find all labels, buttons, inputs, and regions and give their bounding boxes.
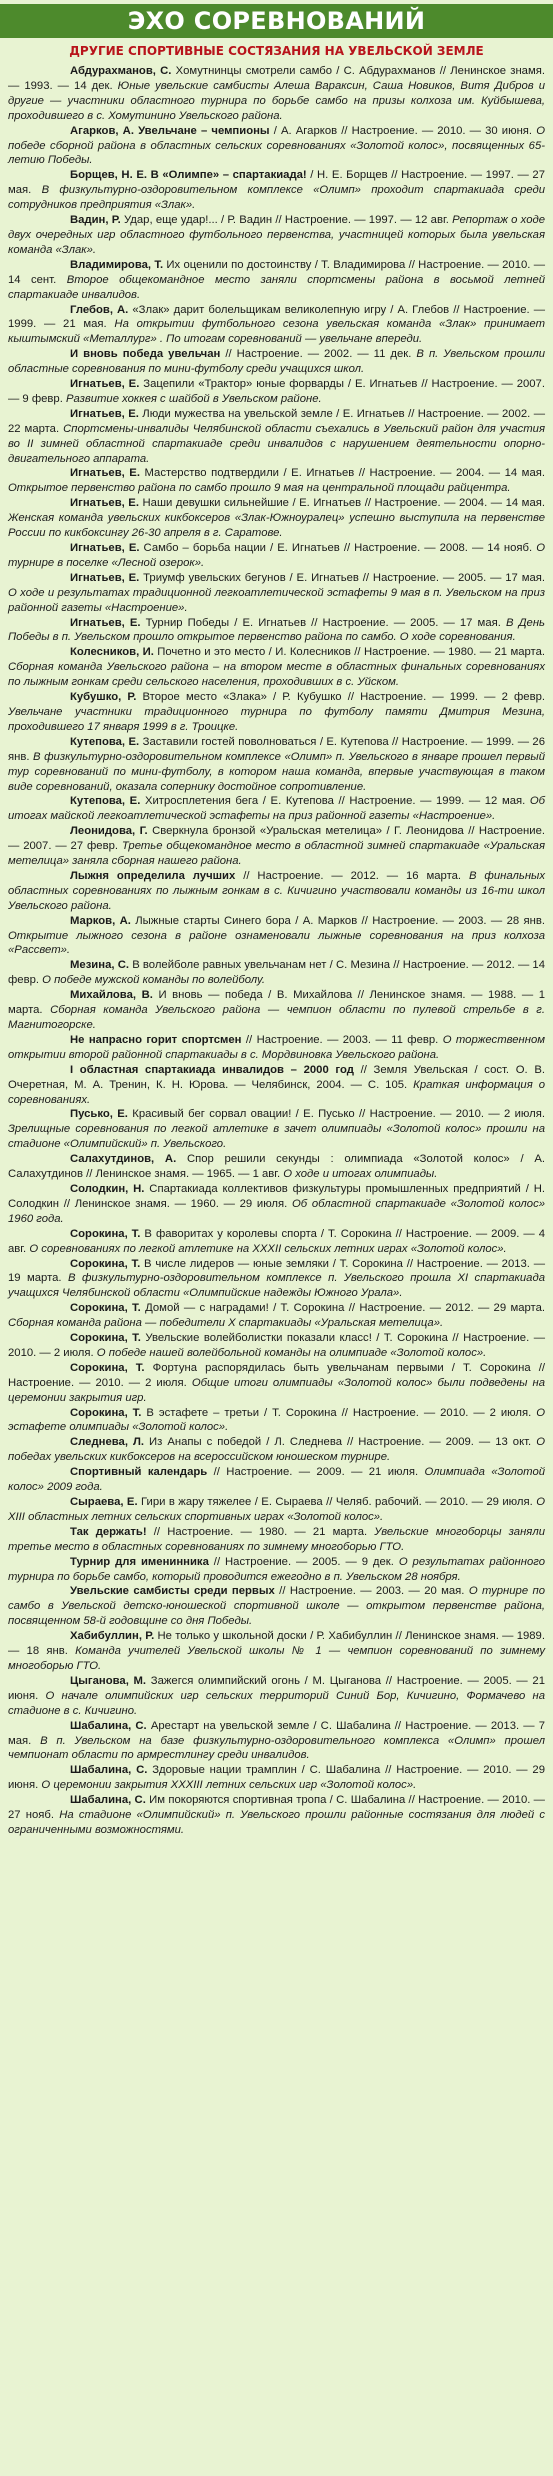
entry-author: Шабалина, С. bbox=[70, 1794, 146, 1807]
entry-source: Сверкнула бронзой «Уральская метелица» / Г. Леонидова // Настроение. — 2007. — 27 февр. bbox=[8, 825, 545, 853]
entry-annotation: Общие итоги олимпиады «Золотой колос» были подведены на церемонии закрытия игр. bbox=[8, 1376, 545, 1404]
entry-annotation: Сборная команда Увельского района – на втором месте в областных финальных соревнованиях по лыжным гонкам среди сельского населения, проходивших в с. Уйском. bbox=[8, 661, 545, 689]
entry-annotation: Об итогах майской легкоатлетической эстафеты на приз районной газеты «Настроение». bbox=[8, 795, 546, 823]
entry-source: Арестарт на увельской земле / С. Шабалина // Настроение. — 2013. — 7 мая. bbox=[8, 1719, 545, 1747]
entry-annotation: О соревнованиях по легкой атлетике на XXXII сельских летних играх «Золотой колос». bbox=[29, 1242, 507, 1255]
entry-author: Марков, А. bbox=[70, 914, 131, 927]
entry-author: Турнир для именинника bbox=[70, 1555, 209, 1568]
entry-annotation: В п. Увельском на базе физкультурно-оздоровительного комплекса «Олимп» прошел чемпионат области по армрестлингу среди инвалидов. bbox=[8, 1734, 545, 1762]
entry-source: // Земля Увельская / сост. О. В. Очеретная, М. А. Тренин, К. Н. Юрова. — Челябинск, 2004. — С. 105. bbox=[8, 1063, 545, 1091]
bibliography-entry bbox=[8, 735, 545, 795]
bibliography-entry bbox=[8, 1257, 545, 1302]
entry-source: Заставили гостей поволноваться / Е. Кутепова // Настроение. — 1999. — 26 янв. bbox=[8, 735, 546, 763]
entry-source: Удар, еще удар!... / Р. Вадин // Настроение. — 1997. — 12 авг. bbox=[120, 214, 453, 227]
entry-source: Увельские волейболистки показали класс! / Т. Сорокина // Настроение. — 2010. — 2 июля. bbox=[8, 1332, 545, 1359]
entry-source: // Настроение. — 2005. — 9 дек. bbox=[208, 1555, 399, 1568]
bibliography-entry bbox=[8, 824, 545, 869]
entry-annotation: В физкультурно-оздоровительном комплексе «Олимп» п. Увельского в январе прошел первый тур соревнований по мини-футболу, в котором наша команда, впервые участвующая в таком виде соревнований, оказала сопернику достойное сопротивление. bbox=[8, 750, 545, 793]
entry-source: Домой — с наградами! / Т. Сорокина // Настроение. — 2012. — 29 марта. bbox=[140, 1302, 546, 1315]
entry-source: Спартакиада коллективов физкультуры промышленных предприятий / Н. Солодкин // Ленинское знамя. — 1960. — 29 июля. bbox=[8, 1182, 545, 1210]
entry-source: Почетно и это место / И. Колесников // Настроение. — 1980. — 21 марта. bbox=[153, 646, 545, 659]
entry-author: Салахутдинов, А. bbox=[70, 1153, 177, 1166]
entry-author: Спортивный календарь bbox=[70, 1466, 208, 1479]
entry-annotation: О победах увельских кикбоксеров на всероссийском юношеском турнире. bbox=[8, 1436, 545, 1464]
bibliography-entry bbox=[8, 1525, 545, 1555]
entry-source: В числе лидеров — юные земляки / Т. Сорокина // Настроение. — 2013. — 19 марта. bbox=[8, 1257, 546, 1285]
entry-author: Лыжня определила лучших bbox=[70, 869, 236, 882]
bibliography-entry bbox=[8, 1435, 545, 1465]
entry-author: И вновь победа увельчан bbox=[70, 348, 221, 361]
bibliography-entry bbox=[8, 645, 545, 690]
bibliography-entry bbox=[8, 1584, 545, 1629]
entry-annotation: На стадионе «Олимпийский» п. Увельского прошли районные состязания для людей с ограниченными возможностями. bbox=[8, 1809, 546, 1836]
entry-annotation: На открытии футбольного сезона увельская команда «Злак» принимает кыштымский «Металлург» . По итогам соревнований — увельчане впереди. bbox=[8, 318, 545, 346]
entry-author: Глебов, А. bbox=[70, 303, 129, 316]
entry-source: Турнир Победы / Е. Игнатьев // Настроение. — 2005. — 17 мая. bbox=[140, 616, 506, 629]
entry-annotation: О победе сборной района в областных сельских соревнованиях «Золотой колос», посвященных 65-летию Победы. bbox=[8, 124, 545, 167]
entry-author: Агарков, А. Увельчане – чемпионы bbox=[70, 124, 270, 137]
entry-source: Не только у школьной доски / Р. Хабибуллин // Ленинское знамя. — 1989. — 18 янв. bbox=[8, 1630, 545, 1658]
entry-source: // Настроение. — 2002. — 11 дек. bbox=[220, 348, 417, 361]
entry-annotation: Зрелищные соревнования по легкой атлетике в зачет олимпиады «Золотой колос» прошли на стадионе «Олимпийский» п. Увельского. bbox=[8, 1123, 545, 1151]
title-banner bbox=[0, 4, 553, 38]
entry-annotation: Женская команда увельских кикбоксеров «Злак-Южноуралец» успешно выступила на первенстве России по кикбоксингу 26-30 апреля в г. Саратове. bbox=[8, 512, 545, 540]
entry-author: Игнатьев, Е. bbox=[70, 571, 140, 584]
bibliography-entry bbox=[8, 258, 545, 303]
entry-annotation: О эстафете олимпиады «Золотой колос». bbox=[8, 1406, 545, 1434]
entry-annotation: О торжественном открытии второй районной спартакиады в с. Мордвиновка Увельского района. bbox=[8, 1033, 545, 1061]
bibliography-entry bbox=[8, 347, 545, 377]
bibliography-entry bbox=[8, 958, 545, 988]
entry-author: Игнатьев, Е. bbox=[70, 467, 140, 480]
entry-author: Кутепова, Е. bbox=[70, 795, 141, 808]
entry-source: Мастерство подтвердили / Е. Игнатьев // Настроение. — 2004. — 14 мая. bbox=[139, 467, 545, 480]
entry-author: Сорокина, Т. bbox=[70, 1406, 142, 1419]
entry-source: В волейболе равных увельчанам нет / С. Мезина // Настроение. — 2012. — 14 февр. bbox=[8, 959, 546, 987]
bibliography-entry bbox=[8, 1555, 545, 1585]
entry-author: Игнатьев, Е. bbox=[70, 378, 140, 391]
bibliography-entry bbox=[8, 1406, 545, 1436]
bibliography-entry bbox=[8, 1629, 545, 1674]
entry-source: В фаворитах у королевы спорта / Т. Сорокина // Настроение. — 2009. — 4 авг. bbox=[8, 1227, 545, 1255]
entry-source: Им покоряются спортивная тропа / С. Шабалина // Настроение. — 2010. — 27 нояб. bbox=[8, 1794, 545, 1822]
entry-source: Триумф увельских бегунов / Е. Игнатьев // Настроение. — 2005. — 17 мая. bbox=[139, 571, 545, 584]
bibliography-entry bbox=[8, 1063, 545, 1108]
entry-annotation: В финальных областных соревнованиях по лыжным гонкам в с. Кичигино участвовали команды из 16-ти школ Увельского района. bbox=[8, 869, 546, 912]
entry-annotation: О ходе и итогах олимпиады. bbox=[283, 1168, 438, 1181]
entry-source: // Настроение. — 2009. — 21 июля. bbox=[207, 1466, 425, 1479]
entry-author: Вадин, Р. bbox=[70, 214, 121, 227]
bibliography-entry bbox=[8, 1495, 545, 1525]
entry-source: Наши девушки сильнейшие / Е. Игнатьев // Настроение. — 2004. — 14 мая. bbox=[138, 497, 545, 510]
entry-annotation: О победе мужской команды по волейболу. bbox=[42, 974, 266, 987]
entry-source: Спор решили секунды : олимпиада «Золотой колос» / А. Салахутдинов // Ленинское знамя. — 1965. — 1 авг. bbox=[8, 1153, 546, 1181]
entry-source: Фортуна распорядилась быть увельчанам первыми / Т. Сорокина // Настроение. — 2010. — 2 июля. bbox=[8, 1361, 546, 1389]
entry-author: Игнатьев, Е. bbox=[70, 407, 139, 420]
entry-annotation: О ходе и результатах традиционной легкоатлетической эстафеты 9 мая в п. Увельском на приз районной газеты «Настроение». bbox=[8, 586, 545, 614]
bibliography-entry bbox=[8, 1719, 545, 1764]
entry-author: Хабибуллин, Р. bbox=[70, 1630, 155, 1643]
bibliography-entry bbox=[8, 407, 545, 467]
page-title: ЭХО СОРЕВНОВАНИЙ bbox=[127, 7, 426, 35]
entry-author: Сорокина, Т. bbox=[70, 1361, 145, 1374]
entry-author: Игнатьев, Е. bbox=[70, 542, 140, 554]
entry-annotation: О XIII областных летних сельских спортивных играх «Золотой колос». bbox=[8, 1496, 545, 1523]
entry-source: Гири в жару тяжелее / Е. Сыраева // Челяб. рабочий. — 2010. — 29 июля. bbox=[137, 1496, 537, 1508]
entry-source: Красивый бег сорвал овации! / Е. Пусько // Настроение. — 2010. — 2 июля. bbox=[127, 1108, 545, 1121]
entry-source: Люди мужества на увельской земле / Е. Игнатьев // Настроение. — 2002. — 22 марта. bbox=[8, 407, 545, 435]
bibliography-entry bbox=[8, 303, 545, 348]
entry-annotation: Краткая информация о соревнованиях. bbox=[8, 1078, 545, 1106]
bibliography-entry bbox=[8, 914, 545, 959]
bibliography-entry bbox=[8, 1152, 545, 1182]
entry-annotation: Второе общекомандное место заняли спортсмены района в восьмой летней спартакиаде инвалидов. bbox=[8, 273, 546, 301]
bibliography-entry bbox=[8, 64, 545, 124]
entry-annotation: Олимпиада «Золотой колос» 2009 года. bbox=[8, 1466, 546, 1494]
bibliography-entry bbox=[8, 869, 545, 914]
entry-annotation: Спортсмены-инвалиды Челябинской области съехались в Увельский район для участия во II зимней областной спартакиаде среди инвалидов с нарушением деятельности опорно-двигательного аппарата. bbox=[8, 422, 545, 465]
bibliography-entry bbox=[8, 988, 545, 1033]
entry-author: Сорокина, Т. bbox=[70, 1227, 141, 1240]
entry-annotation: В День Победы в п. Увельском прошло открытое первенство района по самбо. О ходе соревнования. bbox=[8, 616, 545, 644]
bibliography-entry bbox=[8, 690, 545, 735]
bibliography-entry bbox=[8, 1301, 545, 1331]
entry-author: Сыраева, Е. bbox=[70, 1496, 138, 1508]
entry-author: Сорокина, Т. bbox=[70, 1302, 141, 1315]
bibliography-entry bbox=[8, 1331, 545, 1361]
bibliography-entry bbox=[8, 213, 545, 258]
entry-author: Леонидова, Г. bbox=[70, 825, 148, 838]
entry-author: Колесников, И. bbox=[70, 646, 154, 659]
entry-annotation: О церемонии закрытия XXXIII летних сельских игр «Золотой колос». bbox=[41, 1779, 417, 1792]
entry-source: // Настроение. — 2003. — 11 февр. bbox=[241, 1033, 443, 1046]
entry-author: Следнева, Л. bbox=[70, 1436, 145, 1449]
entry-author: Михайлова, В. bbox=[70, 989, 153, 1002]
entry-author: Не напрасно горит спортсмен bbox=[70, 1033, 242, 1046]
entry-author: Сорокина, Т. bbox=[70, 1332, 141, 1345]
entry-author: Игнатьев, Е. bbox=[70, 497, 139, 510]
entry-source: Зацепили «Трактор» юные форварды / Е. Игнатьев // Настроение. — 2007. — 9 февр. bbox=[8, 378, 545, 405]
entry-author: Кубушко, Р. bbox=[70, 691, 137, 704]
bibliography-entry bbox=[8, 1674, 545, 1719]
entry-source: // Настроение. — 2003. — 20 мая. bbox=[274, 1585, 469, 1598]
entry-author: I областная спартакиада инвалидов – 2000 год bbox=[70, 1063, 354, 1076]
entry-author: Сорокина, Т. bbox=[70, 1257, 141, 1270]
bibliography-entry bbox=[8, 168, 545, 213]
bibliography-entry bbox=[8, 1361, 545, 1406]
entry-author: Шабалина, С. bbox=[70, 1764, 148, 1777]
bibliography-entry bbox=[8, 466, 545, 496]
bibliography-entry bbox=[8, 1763, 545, 1793]
entry-source: // Настроение. — 1980. — 21 марта. bbox=[146, 1525, 375, 1538]
entry-annotation: Сборная команда района — победители X спартакиады «Уральская метелица». bbox=[8, 1317, 444, 1330]
entry-annotation: Увельские многоборцы заняли третье место в областных соревнованиях по зимнему многоборью ГТО. bbox=[8, 1525, 545, 1553]
entry-annotation: В п. Увельском прошли областные соревнования по мини-футболу среди учащихся школ. bbox=[8, 348, 545, 376]
bibliography-entry bbox=[8, 541, 545, 571]
entry-source: В эстафете – третьи / Т. Сорокина // Настроение. — 2010. — 2 июля. bbox=[141, 1406, 537, 1419]
entry-annotation: Открытие лыжного сезона в районе ознаменовали лыжные соревнования на приз колхоза «Рассвет». bbox=[8, 929, 545, 957]
bibliography-entry bbox=[8, 1793, 545, 1838]
entry-annotation: В физкультурно-оздоровительном комплексе п. Увельского прошла XI спартакиада учащихся Челябинской области «Олимпийские надежды Южного Урала». bbox=[8, 1272, 545, 1300]
bibliography-entry bbox=[8, 794, 545, 824]
entry-author: Солодкин, Н. bbox=[70, 1182, 145, 1195]
bibliography-entry bbox=[8, 1182, 545, 1227]
entry-source: Здоровые нации трамплин / С. Шабалина // Настроение. — 2010. — 29 июня. bbox=[8, 1764, 545, 1792]
entry-annotation: Об областной спартакиаде «Золотой колос» 1960 года. bbox=[8, 1197, 545, 1225]
entry-annotation: Увельчане участники традиционного турнира по футболу памяти Дмитрия Мезина, проходившего 17 января 1999 в г. Троицке. bbox=[8, 705, 545, 733]
entry-source: // Настроение. — 2012. — 16 марта. bbox=[235, 869, 469, 882]
entry-annotation: О турнире по самбо в Увельской детско-юношеской спортивной школе — открытом первенстве района, посвященном 58-й годовщине со дня Победы. bbox=[8, 1585, 545, 1628]
bibliography-entry bbox=[8, 124, 545, 169]
entry-author: Увельские самбисты среди первых bbox=[70, 1585, 275, 1598]
bibliography-entry bbox=[8, 1107, 545, 1152]
entry-author: Цыганова, М. bbox=[70, 1674, 147, 1687]
entry-source: / А. Агарков // Настроение. — 2010. — 30 июня. bbox=[269, 124, 537, 137]
entry-annotation: Юные увельские самбисты Алеша Вараксин, Саша Новиков, Витя Дибров и другие — участники областного турнира по борьбе самбо на призы колхоза им. Куйбышева, проходившего в с. Хомутинино Увельского района. bbox=[8, 79, 545, 122]
entry-annotation: В физкультурно-оздоровительном комплексе «Олимп» проходит спартакиада среди сотрудников предприятия «Злак». bbox=[8, 184, 546, 212]
entry-source: Самбо – борьба нации / Е. Игнатьев // Настроение. — 2008. — 14 нояб. bbox=[139, 542, 537, 554]
entry-author: Так держать! bbox=[70, 1525, 147, 1538]
entry-author: Пусько, Е. bbox=[70, 1108, 128, 1121]
bibliography-entry bbox=[8, 496, 545, 541]
bibliography-entry bbox=[8, 377, 545, 407]
bibliography-entry bbox=[8, 1465, 545, 1495]
entry-author: Абдурахманов, С. bbox=[70, 65, 172, 77]
entry-source: / Н. Е. Борщев // Настроение. — 1997. — 27 мая. bbox=[8, 169, 545, 197]
bibliography-entry bbox=[8, 1033, 545, 1063]
entry-author: Игнатьев, Е. bbox=[70, 616, 141, 629]
entry-author: Владимирова, Т. bbox=[70, 258, 164, 271]
entry-annotation: Открытое первенство района по самбо прошло 9 мая на центральной площади райцентра. bbox=[8, 482, 511, 495]
bibliography-entry bbox=[8, 571, 545, 616]
bibliography-entry bbox=[8, 1227, 545, 1257]
entry-source: Лыжные старты Синего бора / А. Марков // Настроение. — 2003. — 28 янв. bbox=[130, 914, 546, 927]
entry-annotation: Репортаж о ходе двух очередных игр областного футбольного первенства, участницей которых была увельская команда «Злак». bbox=[8, 214, 546, 256]
page-subtitle: ДРУГИЕ СПОРТИВНЫЕ СОСТЯЗАНИЯ НА УВЕЛЬСКОЙ ЗЕМЛЕ bbox=[69, 44, 484, 58]
entry-annotation: Сборная команда Увельского района — чемпион области по пулевой стрельбе в г. Магнитогорске. bbox=[8, 1004, 545, 1031]
entry-source: Второе место «Злака» / Р. Кубушко // Настроение. — 1999. — 2 февр. bbox=[136, 691, 546, 704]
entry-author: Кутепова, Е. bbox=[70, 735, 140, 748]
entry-source: И вновь — победа / В. Михайлова // Ленинское знамя. — 1988. — 1 марта. bbox=[8, 989, 545, 1017]
entry-source: Из Анапы с победой / Л. Следнева // Настроение. — 2009. — 13 окт. bbox=[144, 1436, 537, 1449]
entry-annotation: Третье общекомандное место в областной зимней спартакиаде «Уральская метелица» заняла сборная нашего района. bbox=[8, 840, 545, 868]
bibliography-entry bbox=[8, 616, 545, 646]
entry-author: Шабалина, С. bbox=[70, 1719, 147, 1732]
bibliography-list bbox=[8, 64, 545, 1838]
entry-source: Зажегся олимпийский огонь / М. Цыганова // Настроение. — 2005. — 21 июня. bbox=[8, 1674, 545, 1702]
entry-source: Хомутнинцы смотрели самбо / С. Абдурахманов // Ленинское знамя. — 1993. — 14 дек. bbox=[8, 65, 545, 92]
entry-annotation: О начале олимпийских игр сельских территорий Синий Бор, Кичигино, Формачево на стадионе в с. Кичигино. bbox=[8, 1689, 545, 1717]
entry-source: «Злак» дарит болельщикам великолепную игру / А. Глебов // Настроение. — 1999. — 21 мая. bbox=[8, 303, 545, 331]
entry-source: Хитросплетения бега / Е. Кутепова // Настроение. — 1999. — 12 мая. bbox=[140, 795, 530, 808]
entry-source: Их оценили по достоинству / Т. Владимирова // Настроение. — 2010. — 14 сент. bbox=[8, 258, 545, 286]
entry-annotation: Команда учителей Увельской школы № 1 — чемпион соревнований по зимнему многоборью ГТО. bbox=[8, 1645, 545, 1672]
entry-author: Борщев, Н. Е. В «Олимпе» – спартакиада! bbox=[70, 169, 307, 182]
entry-annotation: О турнире в поселке «Лесной озерок». bbox=[8, 542, 545, 569]
entry-annotation: О результатах районного турнира по борьбе самбо, который проводится ежегодно в п. Увельском 28 ноября. bbox=[8, 1555, 545, 1583]
entry-annotation: Развитие хоккея с шайбой в Увельском районе. bbox=[66, 392, 322, 405]
entry-author: Мезина, С. bbox=[70, 959, 129, 972]
entry-annotation: О победе нашей волейбольной команды на олимпиаде «Золотой колос». bbox=[96, 1346, 487, 1359]
